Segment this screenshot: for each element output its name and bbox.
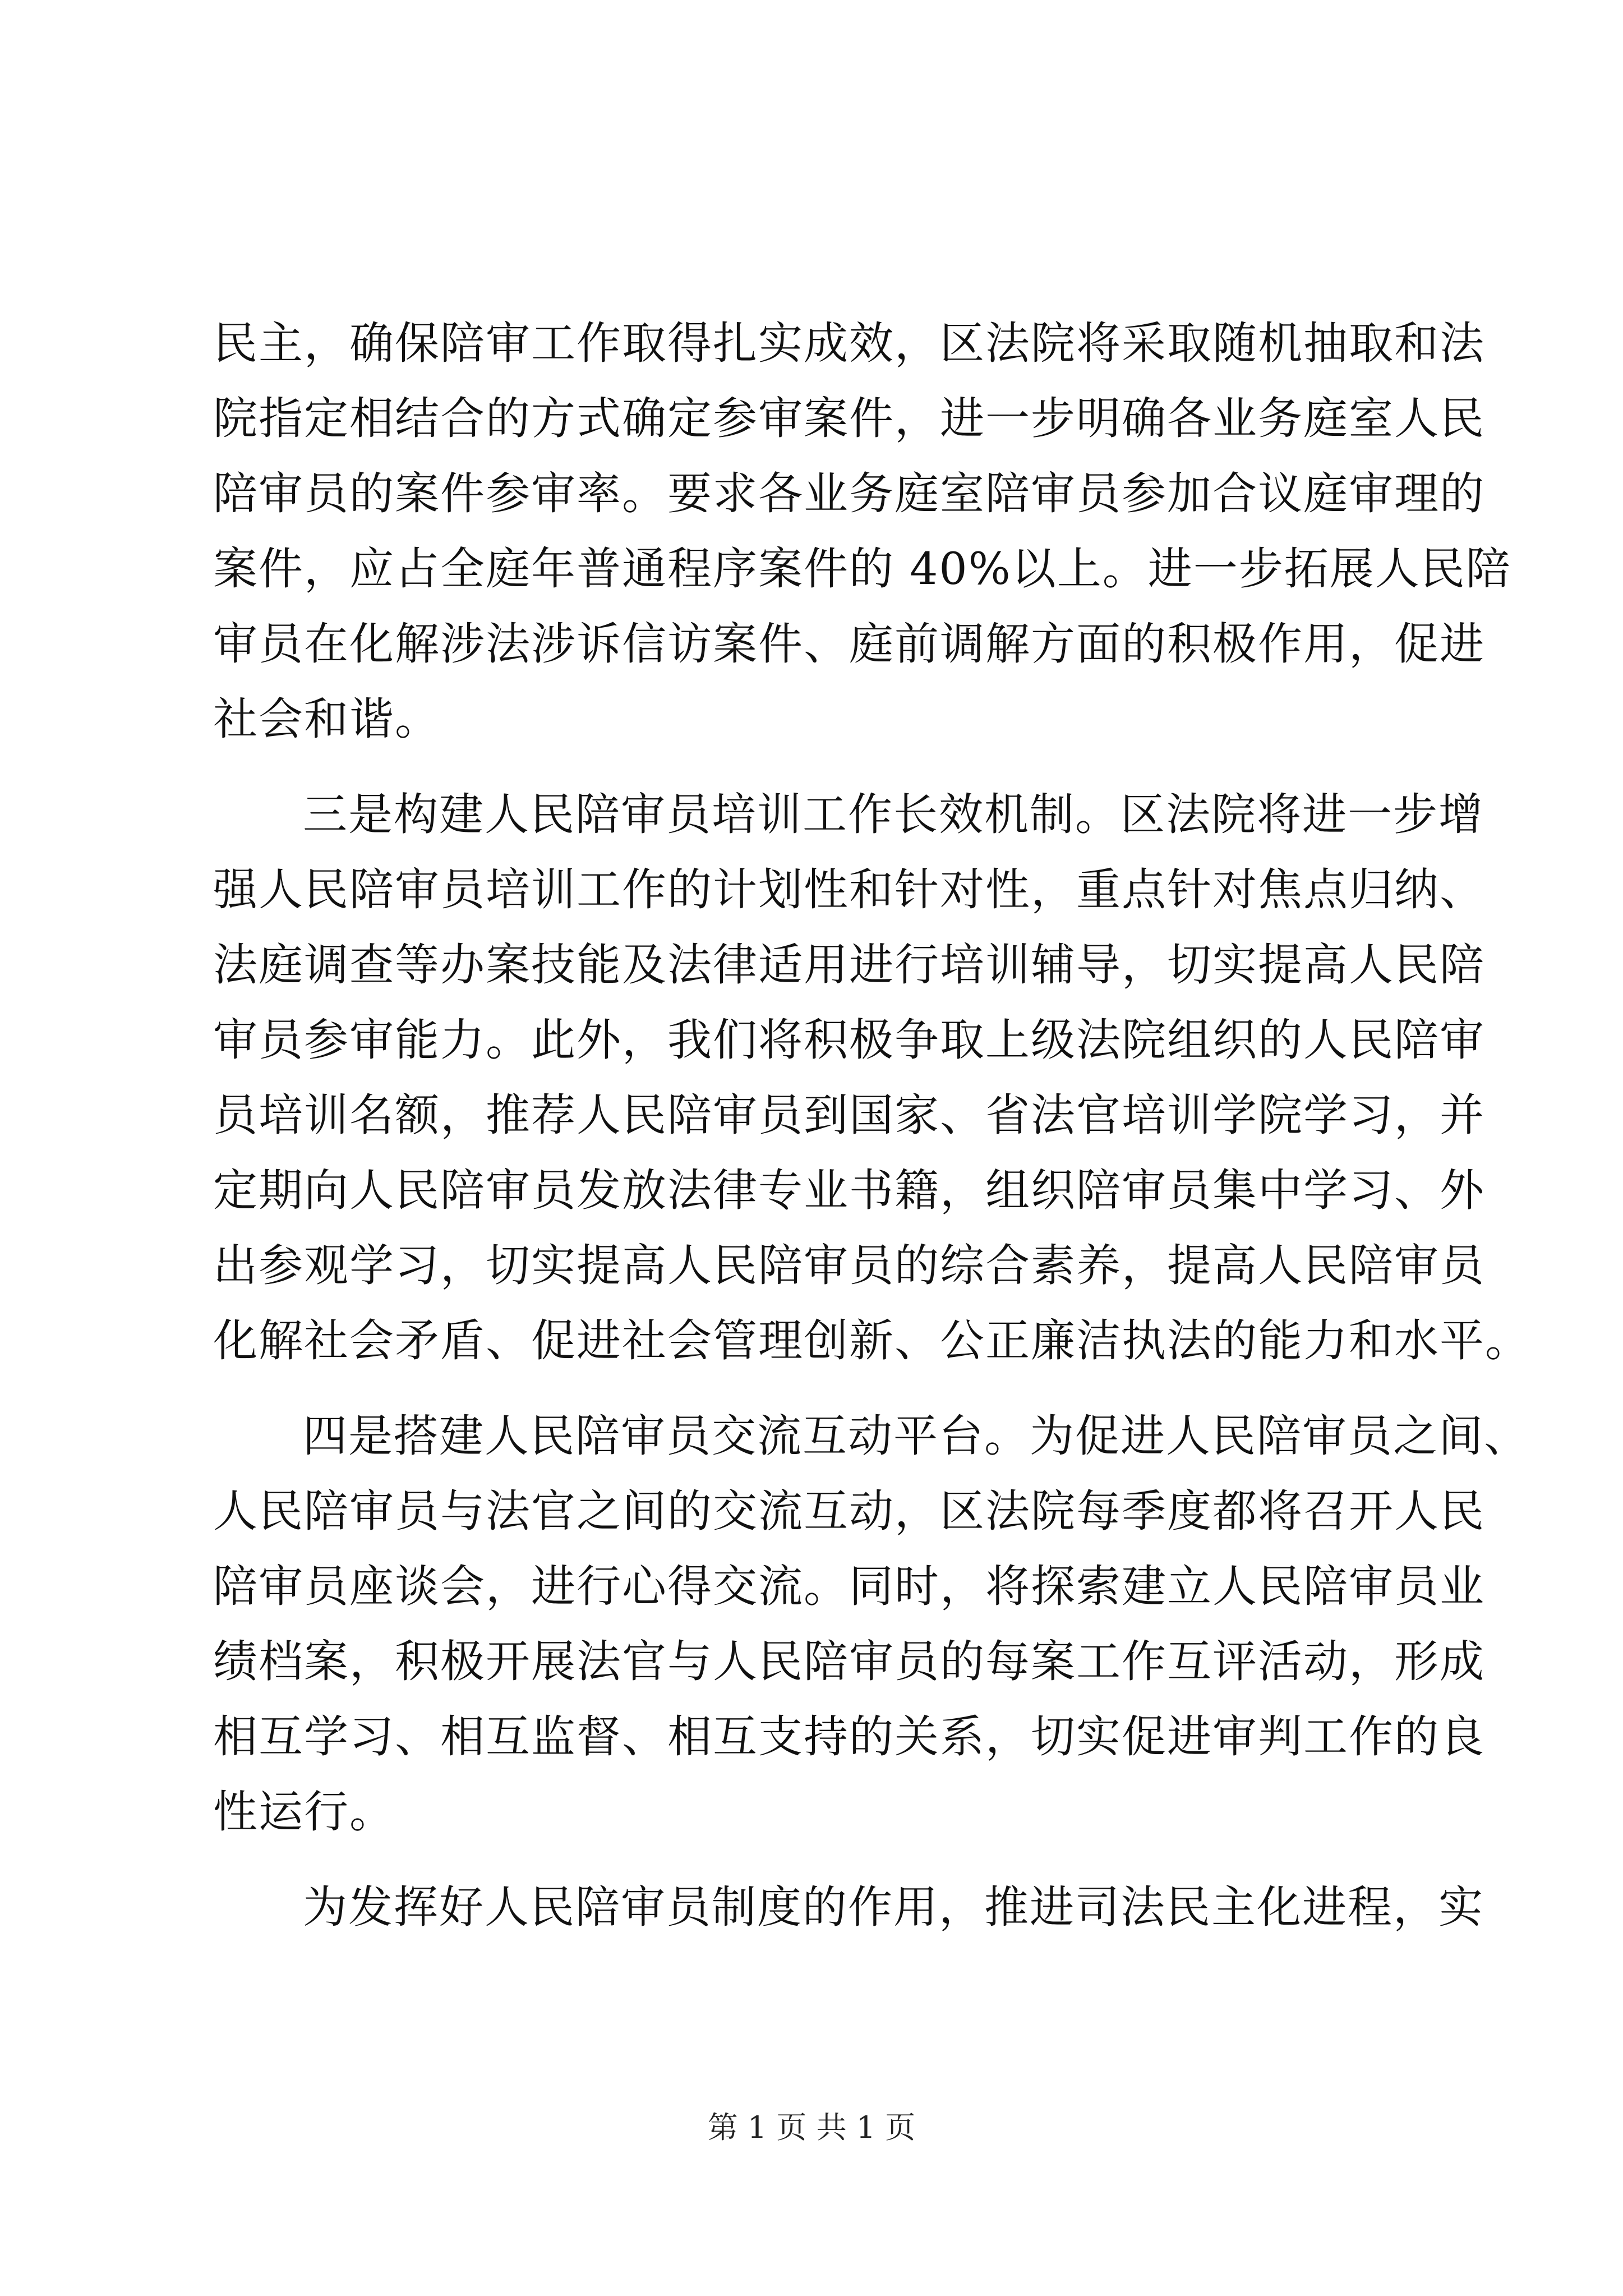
- text-line: 陪审员的案件参审率。要求各业务庭室陪审员参加合议庭审理的: [213, 468, 1485, 519]
- text-line: 人民陪审员与法官之间的交流互动，区法院每季度都将召开人民: [213, 1485, 1485, 1537]
- text-line: 性运行。: [213, 1786, 395, 1838]
- text-line: 院指定相结合的方式确定参审案件，进一步明确各业务庭室人民: [213, 393, 1485, 444]
- text-line: 绩档案，积极开展法官与人民陪审员的每案工作互评活动，形成: [213, 1636, 1485, 1687]
- text-line: 案件，应占全庭年普通程序案件的 40%以上。进一步拓展人民陪: [213, 543, 1511, 595]
- text-line: 员培训名额，推荐人民陪审员到国家、省法官培训学院学习，并: [213, 1089, 1485, 1141]
- text-line: 强人民陪审员培训工作的计划性和针对性，重点针对焦点归纳、: [213, 864, 1485, 915]
- text-line: 相互学习、相互监督、相互支持的关系，切实促进审判工作的良: [213, 1711, 1485, 1763]
- document-body: [213, 306, 1530, 1945]
- text-line: 陪审员座谈会，进行心得交流。同时，将探索建立人民陪审员业: [213, 1561, 1485, 1612]
- text-line: 法庭调查等办案技能及法律适用进行培训辅导，切实提高人民陪: [213, 939, 1485, 991]
- text-line: 社会和谐。: [213, 693, 440, 745]
- text-line: 审员参审能力。此外，我们将积极争取上级法院组织的人民陪审: [213, 1014, 1485, 1066]
- paragraph: [213, 1870, 1484, 1945]
- text-line: 定期向人民陪审员发放法律专业书籍，组织陪审员集中学习、外: [213, 1165, 1485, 1216]
- text-line: 化解社会矛盾、促进社会管理创新、公正廉洁执法的能力和水平。: [213, 1315, 1530, 1366]
- paragraph: [213, 777, 1530, 1378]
- text-line: 为发挥好人民陪审员制度的作用，推进司法民主化进程，实: [303, 1881, 1484, 1933]
- paragraph: [213, 306, 1511, 757]
- paragraph: [213, 1398, 1529, 1849]
- text-line: 四是搭建人民陪审员交流互动平台。为促进人民陪审员之间、: [303, 1410, 1529, 1462]
- text-line: 出参观学习，切实提高人民陪审员的综合素养，提高人民陪审员: [213, 1240, 1485, 1291]
- text-line: 民主，确保陪审工作取得扎实成效，区法院将采取随机抽取和法: [213, 318, 1485, 369]
- text-line: 审员在化解涉法涉诉信访案件、庭前调解方面的积极作用，促进: [213, 618, 1485, 670]
- page-footer: 第 1 页 共 1 页: [707, 2110, 916, 2145]
- text-line: 三是构建人民陪审员培训工作长效机制。区法院将进一步增: [303, 789, 1484, 840]
